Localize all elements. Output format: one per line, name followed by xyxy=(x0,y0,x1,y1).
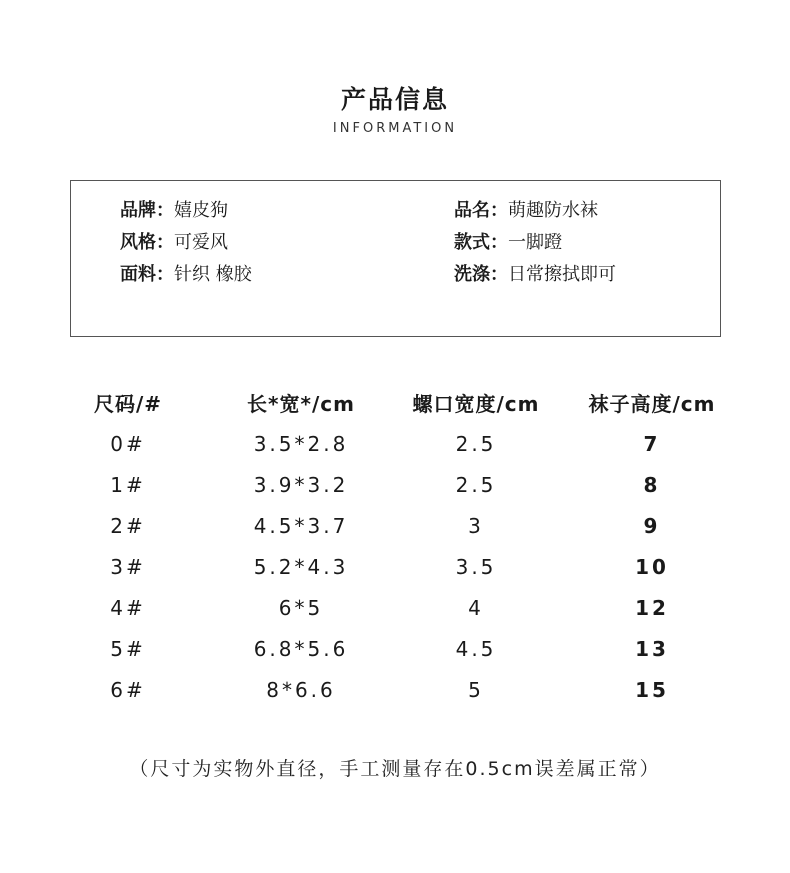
table-cell: 5 xyxy=(468,678,484,702)
info-value: 可爱风 xyxy=(174,232,228,253)
table-cell: 3# xyxy=(110,555,146,579)
info-value: 萌趣防水袜 xyxy=(508,200,598,221)
table-cell: 15 xyxy=(635,678,669,702)
table-cell: 3.5*2.8 xyxy=(253,432,349,456)
info-key: 款式： xyxy=(454,232,508,253)
info-washing xyxy=(454,264,616,286)
table-header-size: 尺码/# xyxy=(93,392,163,416)
info-material xyxy=(120,264,252,286)
table-cell: 9 xyxy=(643,514,661,538)
table-cell: 10 xyxy=(635,555,669,579)
info-value: 针织 橡胶 xyxy=(174,264,252,285)
table-cell: 2.5 xyxy=(455,473,497,497)
table-cell: 2.5 xyxy=(455,432,497,456)
table-cell: 4.5 xyxy=(455,637,497,661)
info-key: 面料： xyxy=(120,264,174,285)
table-cell: 8 xyxy=(643,473,661,497)
table-cell: 6*5 xyxy=(278,596,324,620)
table-cell: 6# xyxy=(110,678,146,702)
table-header-dimensions: 长*宽*/cm xyxy=(247,392,355,416)
table-cell: 4# xyxy=(110,596,146,620)
table-cell: 5.2*4.3 xyxy=(253,555,349,579)
table-cell: 0# xyxy=(110,432,146,456)
info-style xyxy=(120,232,228,254)
table-cell: 6.8*5.6 xyxy=(253,637,349,661)
table-cell: 4 xyxy=(468,596,484,620)
page-subtitle: INFORMATION xyxy=(332,121,458,136)
table-header-sock-height: 袜子高度/cm xyxy=(588,392,716,416)
table-cell: 3 xyxy=(468,514,484,538)
info-key: 风格： xyxy=(120,232,174,253)
table-cell: 13 xyxy=(635,637,669,661)
info-brand xyxy=(120,200,228,222)
info-value: 嬉皮狗 xyxy=(174,200,228,221)
table-cell: 8*6.6 xyxy=(266,678,336,702)
info-box xyxy=(70,180,721,337)
table-header-opening-width: 螺口宽度/cm xyxy=(412,392,540,416)
table-cell: 5# xyxy=(110,637,146,661)
table-cell: 3.9*3.2 xyxy=(253,473,349,497)
info-product-name xyxy=(454,200,598,222)
table-cell: 2# xyxy=(110,514,146,538)
info-type xyxy=(454,232,562,254)
info-key: 品牌： xyxy=(120,200,174,221)
info-key: 洗涤： xyxy=(454,264,508,285)
table-cell: 7 xyxy=(643,432,661,456)
table-cell: 1# xyxy=(110,473,146,497)
size-note: （尺寸为实物外直径，手工测量存在0.5cm误差属正常） xyxy=(129,758,661,780)
info-value: 一脚蹬 xyxy=(508,232,562,253)
table-cell: 3.5 xyxy=(455,555,497,579)
table-cell: 12 xyxy=(635,596,669,620)
info-value: 日常擦拭即可 xyxy=(508,264,616,285)
page-title: 产品信息 xyxy=(340,85,449,114)
table-cell: 4.5*3.7 xyxy=(253,514,349,538)
info-key: 品名： xyxy=(454,200,508,221)
